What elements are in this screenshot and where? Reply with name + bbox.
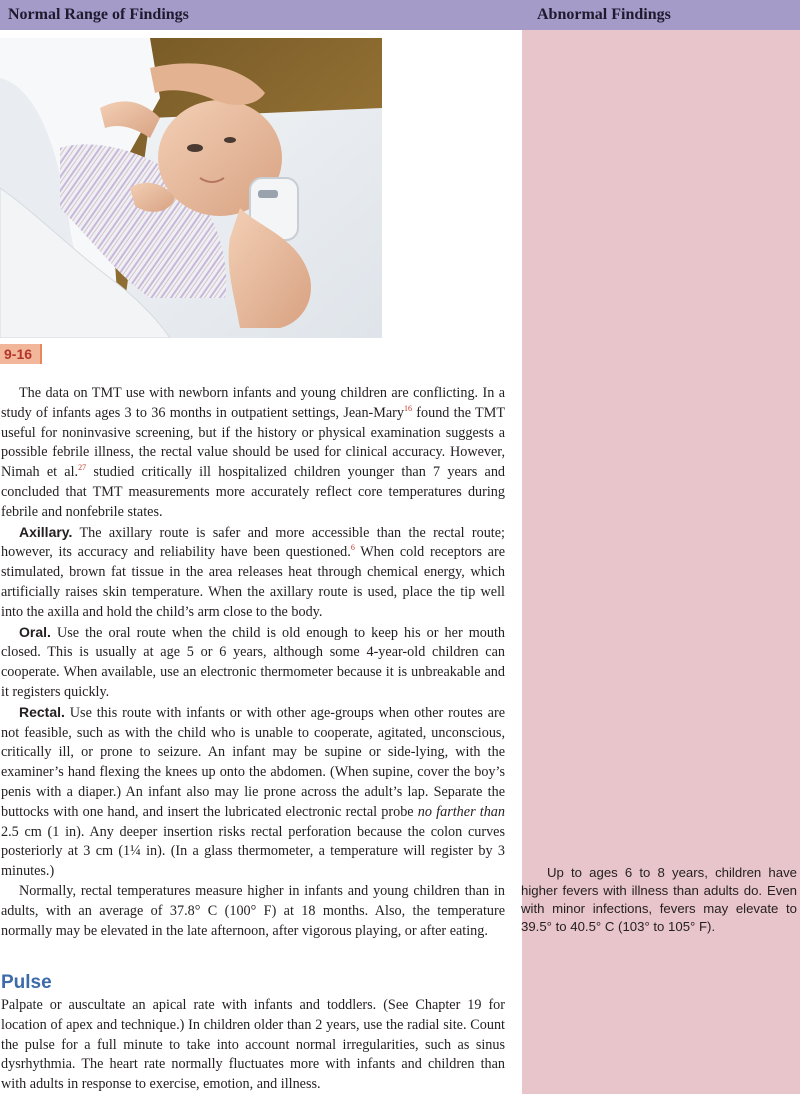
- rectal-text-a: Use this route with infants or with other age-groups when other routes are not feasible, such as with the child who is unable to cooperate, agitated, unconscious, critically ill, or prone to seizure. An infant may be supine or side-lying, with the examiner’s hand flexing the knees up onto the abdomen. (When supine, cover the boy’s penis with a diaper.) An infant also may lie prone across the adult’s lap. Separate the buttocks with one hand, and insert the lubricated electronic rectal probe: [1, 704, 505, 820]
- citation-ref: 16: [404, 403, 412, 413]
- photo-illustration: [0, 38, 382, 338]
- oral-text: Use the oral route when the child is old enough to keep his or her mouth closed. This is usually at age 5 or 6 years, although some 4-year-old children can cooperate. When available, use an electronic thermometer because it is unbreakable and it registers quickly.: [1, 624, 505, 700]
- oral-paragraph: [1, 623, 505, 703]
- abnormal-findings-title: Abnormal Findings: [537, 6, 671, 23]
- fever-paragraph: Up to ages 6 to 8 years, children have higher fevers with illness than adults do. Even with minor infections, fevers may elevate to 39.5° to 40.5° C (103° to 105° F).: [521, 865, 797, 934]
- rectal-paragraph: [1, 703, 505, 882]
- tmt-text-b: found the TMT useful for noninvasive screening, but if the history or physical examination suggests a possible febrile illness, the rectal value should be used for clinical accuracy. However, Nimah et al.: [1, 404, 505, 481]
- pulse-section: [1, 996, 505, 1095]
- pulse-heading: Pulse: [1, 972, 52, 993]
- pulse-paragraph: Palpate or auscultate an apical rate with infants and toddlers. (See Chapter 19 for location of apex and technique.) In children older than 2 years, use the radial site. Count the pulse for a full minute to take into account normal irregularities, such as sinus dysrhythmia. The heart rate normally fluctuates more with infants and children than with adults in response to exercise, emotion, and illness.: [1, 997, 505, 1093]
- abnormal-findings-text: [521, 864, 797, 936]
- rectal-text-b: 2.5 cm (1 in). Any deeper insertion risks rectal perforation because the colon curves posteriorly at 3 cm (1¼ in). (In a glass thermometer, a temperature will register by 3 minutes.): [1, 823, 505, 880]
- infant-thermometer-photo: [0, 38, 382, 338]
- citation-ref: 27: [78, 463, 87, 473]
- citation-ref: 6: [350, 543, 355, 553]
- normal-findings-title: Normal Range of Findings: [8, 6, 189, 23]
- oral-heading: Oral.: [19, 623, 51, 640]
- axillary-paragraph: [1, 523, 505, 623]
- axillary-text-a: The axillary route is safer and more accessible than the rectal route; however, its accuracy and reliability have been questioned.: [1, 524, 505, 561]
- rectal-emphasis: no farther than: [417, 803, 505, 820]
- normal-findings-text: [1, 384, 505, 941]
- rectal-heading: Rectal.: [19, 703, 65, 720]
- axillary-heading: Axillary.: [19, 523, 73, 540]
- figure-label: 9-16: [0, 344, 42, 364]
- tmt-text-c: studied critically ill hospitalized children younger than 7 years and concluded that TMT measurements more accurately reflect core temperatures during febrile and nonfebrile states.: [1, 464, 506, 520]
- axillary-text-b: When cold receptors are stimulated, brown fat tissue in the area releases heat through chemical energy, which artificially raises skin temperature. When the axillary route is used, place the tip well into the axilla and hold the child’s arm close to the body.: [1, 544, 505, 620]
- normal-temperature-paragraph: Normally, rectal temperatures measure higher in infants and young children than in adults, with an average of 37.8° C (100° F) at 18 months. Also, the temperature normally may be elevated in the late afternoon, after vigorous playing, or after eating.: [1, 882, 505, 939]
- page-header: [0, 0, 800, 30]
- tmt-paragraph: [1, 384, 505, 523]
- tmt-text-a: The data on TMT use with newborn infants and young children are conflicting. In a study of infants ages 3 to 36 months in outpatient settings, Jean-Mary: [1, 385, 505, 421]
